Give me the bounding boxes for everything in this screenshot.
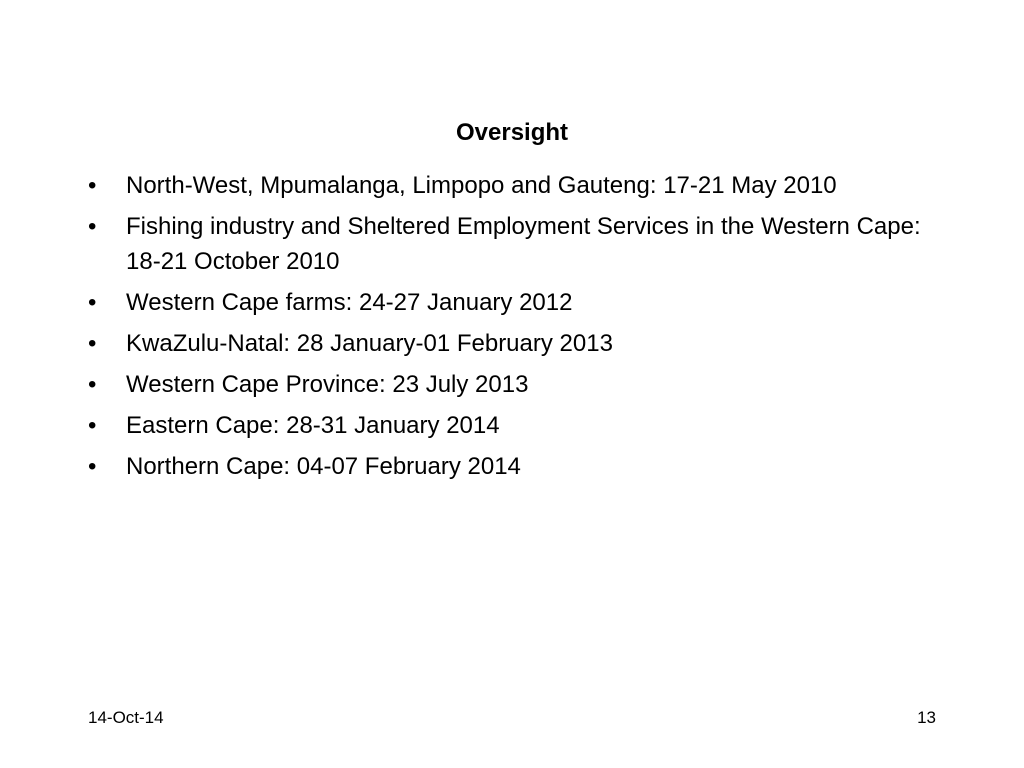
bullet-text: Northern Cape: 04-07 February 2014: [126, 453, 521, 480]
bullet-icon: •: [88, 330, 97, 357]
bullet-text: Eastern Cape: 28-31 January 2014: [126, 412, 500, 439]
page-number: 13: [917, 708, 936, 727]
bullet-item: [86, 285, 926, 320]
bullet-icon: •: [88, 371, 97, 398]
bullet-text: Western Cape Province: 23 July 2013: [126, 371, 529, 398]
bullet-item: [86, 209, 926, 279]
bullet-icon: •: [88, 289, 97, 316]
bullet-item: [86, 449, 926, 484]
bullet-icon: •: [88, 213, 97, 240]
bullet-text: Western Cape farms: 24-27 January 2012: [126, 289, 573, 316]
slide-title: Oversight: [455, 119, 569, 146]
bullet-icon: •: [88, 412, 97, 439]
bullet-item: [86, 168, 926, 203]
bullet-list: [86, 168, 926, 490]
bullet-text: KwaZulu-Natal: 28 January-01 February 2013: [126, 330, 613, 357]
bullet-item: [86, 408, 926, 443]
bullet-icon: •: [88, 453, 97, 480]
bullet-text: Fishing industry and Sheltered Employment Services in the Western Cape: 18-21 October 2010: [126, 213, 921, 275]
footer-date: 14-Oct-14: [88, 708, 164, 727]
bullet-item: [86, 367, 926, 402]
bullet-item: [86, 326, 926, 361]
bullet-icon: •: [88, 172, 97, 199]
bullet-text: North-West, Mpumalanga, Limpopo and Gauteng: 17-21 May 2010: [126, 172, 837, 199]
